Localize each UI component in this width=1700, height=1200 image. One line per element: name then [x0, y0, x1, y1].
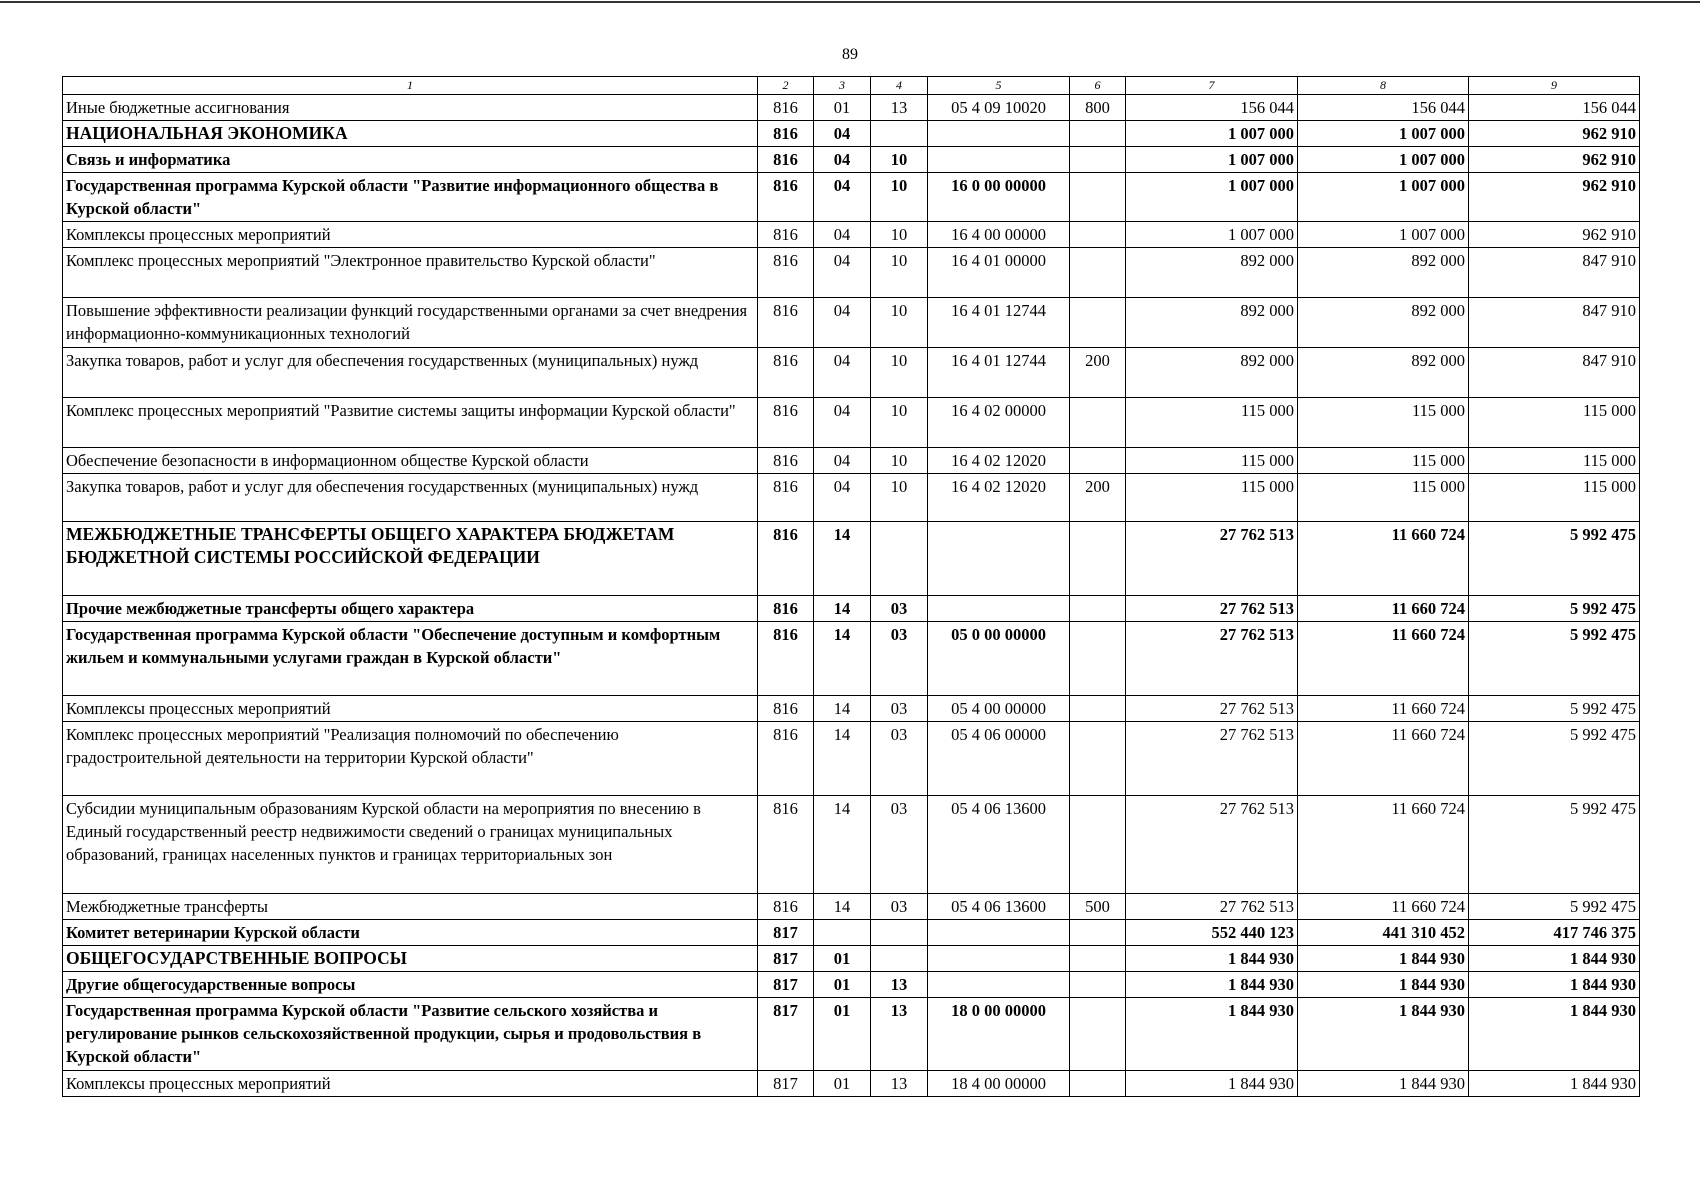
sum-year-3: 5 992 475 [1469, 722, 1640, 796]
sum-year-3: 1 844 930 [1469, 1071, 1640, 1097]
sum-year-1: 1 007 000 [1126, 222, 1298, 248]
csr-code: 18 0 00 00000 [928, 998, 1070, 1071]
gr-code: 816 [758, 474, 814, 522]
sum-year-1: 1 844 930 [1126, 946, 1298, 972]
table-row [63, 696, 1640, 722]
gr-code: 816 [758, 448, 814, 474]
sum-year-1: 27 762 513 [1126, 894, 1298, 920]
rz-code: 01 [814, 972, 871, 998]
csr-code: 16 4 02 12020 [928, 474, 1070, 522]
sum-year-2: 892 000 [1298, 348, 1469, 398]
table-row [63, 298, 1640, 348]
sum-year-1: 27 762 513 [1126, 722, 1298, 796]
table-row [63, 522, 1640, 596]
row-name: Государственная программа Курской области "Обеспечение доступным и комфортным жильем и коммунальными услугами граждан в Курской области" [63, 622, 758, 696]
gr-code: 816 [758, 95, 814, 121]
sum-year-1: 27 762 513 [1126, 522, 1298, 596]
rz-code: 04 [814, 298, 871, 348]
rz-code: 01 [814, 946, 871, 972]
sum-year-3: 5 992 475 [1469, 596, 1640, 622]
pr-code [871, 522, 928, 596]
row-name: Иные бюджетные ассигнования [63, 95, 758, 121]
sum-year-3: 1 844 930 [1469, 998, 1640, 1071]
gr-code: 817 [758, 972, 814, 998]
gr-code: 817 [758, 998, 814, 1071]
sum-year-3: 5 992 475 [1469, 696, 1640, 722]
column-number: 9 [1469, 77, 1640, 95]
vr-code [1070, 222, 1126, 248]
pr-code [871, 946, 928, 972]
csr-code: 16 0 00 00000 [928, 173, 1070, 222]
sum-year-2: 1 844 930 [1298, 998, 1469, 1071]
row-name: Комплекс процессных мероприятий "Электронное правительство Курской области" [63, 248, 758, 298]
vr-code [1070, 946, 1126, 972]
rz-code: 14 [814, 722, 871, 796]
pr-code: 10 [871, 474, 928, 522]
sum-year-2: 441 310 452 [1298, 920, 1469, 946]
sum-year-1: 115 000 [1126, 474, 1298, 522]
gr-code: 817 [758, 946, 814, 972]
row-name: Комплексы процессных мероприятий [63, 696, 758, 722]
vr-code [1070, 696, 1126, 722]
vr-code [1070, 998, 1126, 1071]
gr-code: 816 [758, 522, 814, 596]
column-number: 2 [758, 77, 814, 95]
row-name: Связь и информатика [63, 147, 758, 173]
table-row [63, 474, 1640, 522]
vr-code [1070, 796, 1126, 894]
csr-code: 05 4 09 10020 [928, 95, 1070, 121]
gr-code: 817 [758, 1071, 814, 1097]
rz-code: 14 [814, 622, 871, 696]
sum-year-3: 115 000 [1469, 474, 1640, 522]
gr-code: 816 [758, 722, 814, 796]
row-name: Комитет ветеринарии Курской области [63, 920, 758, 946]
csr-code: 05 4 06 00000 [928, 722, 1070, 796]
vr-code [1070, 522, 1126, 596]
column-number: 5 [928, 77, 1070, 95]
sum-year-1: 552 440 123 [1126, 920, 1298, 946]
table-row [63, 222, 1640, 248]
table-row [63, 95, 1640, 121]
table-row [63, 972, 1640, 998]
sum-year-3: 115 000 [1469, 448, 1640, 474]
pr-code: 03 [871, 894, 928, 920]
rz-code: 04 [814, 348, 871, 398]
table-row [63, 622, 1640, 696]
table-row [63, 147, 1640, 173]
sum-year-1: 27 762 513 [1126, 596, 1298, 622]
gr-code: 817 [758, 920, 814, 946]
sum-year-2: 892 000 [1298, 298, 1469, 348]
row-name: Прочие межбюджетные трансферты общего характера [63, 596, 758, 622]
csr-code: 16 4 02 12020 [928, 448, 1070, 474]
rz-code: 14 [814, 596, 871, 622]
rz-code: 04 [814, 147, 871, 173]
row-name: НАЦИОНАЛЬНАЯ ЭКОНОМИКА [63, 121, 758, 147]
table-row [63, 398, 1640, 448]
gr-code: 816 [758, 121, 814, 147]
pr-code: 13 [871, 95, 928, 121]
pr-code: 03 [871, 696, 928, 722]
vr-code [1070, 622, 1126, 696]
table-row [63, 1071, 1640, 1097]
sum-year-2: 892 000 [1298, 248, 1469, 298]
gr-code: 816 [758, 173, 814, 222]
pr-code: 10 [871, 398, 928, 448]
table-row [63, 448, 1640, 474]
csr-code [928, 972, 1070, 998]
row-name: Комплексы процессных мероприятий [63, 222, 758, 248]
rz-code: 04 [814, 448, 871, 474]
row-name: ОБЩЕГОСУДАРСТВЕННЫЕ ВОПРОСЫ [63, 946, 758, 972]
rz-code: 14 [814, 696, 871, 722]
sum-year-1: 27 762 513 [1126, 696, 1298, 722]
gr-code: 816 [758, 696, 814, 722]
csr-code: 16 4 00 00000 [928, 222, 1070, 248]
sum-year-1: 1 007 000 [1126, 147, 1298, 173]
csr-code [928, 147, 1070, 173]
table-row [63, 998, 1640, 1071]
gr-code: 816 [758, 248, 814, 298]
pr-code: 13 [871, 1071, 928, 1097]
rz-code: 14 [814, 522, 871, 596]
sum-year-2: 11 660 724 [1298, 596, 1469, 622]
sum-year-2: 115 000 [1298, 398, 1469, 448]
pr-code: 10 [871, 298, 928, 348]
sum-year-2: 156 044 [1298, 95, 1469, 121]
column-number: 1 [63, 77, 758, 95]
csr-code: 16 4 01 00000 [928, 248, 1070, 298]
csr-code: 16 4 01 12744 [928, 298, 1070, 348]
sum-year-3: 5 992 475 [1469, 522, 1640, 596]
row-name: Комплекс процессных мероприятий "Реализация полномочий по обеспечению градостроительной деятельности на территории Курской области" [63, 722, 758, 796]
column-number: 4 [871, 77, 928, 95]
rz-code: 04 [814, 173, 871, 222]
pr-code: 10 [871, 348, 928, 398]
sum-year-3: 1 844 930 [1469, 946, 1640, 972]
pr-code: 10 [871, 173, 928, 222]
vr-code [1070, 1071, 1126, 1097]
table-row [63, 946, 1640, 972]
sum-year-1: 1 844 930 [1126, 998, 1298, 1071]
csr-code: 05 4 06 13600 [928, 796, 1070, 894]
vr-code [1070, 596, 1126, 622]
sum-year-2: 11 660 724 [1298, 696, 1469, 722]
sum-year-3: 962 910 [1469, 173, 1640, 222]
rz-code: 14 [814, 894, 871, 920]
rz-code: 14 [814, 796, 871, 894]
vr-code [1070, 173, 1126, 222]
sum-year-1: 1 007 000 [1126, 173, 1298, 222]
sum-year-2: 1 844 930 [1298, 1071, 1469, 1097]
pr-code: 03 [871, 622, 928, 696]
table-row [63, 348, 1640, 398]
rz-code: 04 [814, 248, 871, 298]
table-row [63, 722, 1640, 796]
sum-year-2: 1 844 930 [1298, 972, 1469, 998]
vr-code [1070, 298, 1126, 348]
gr-code: 816 [758, 348, 814, 398]
rz-code [814, 920, 871, 946]
gr-code: 816 [758, 298, 814, 348]
table-row [63, 920, 1640, 946]
sum-year-2: 11 660 724 [1298, 622, 1469, 696]
csr-code [928, 596, 1070, 622]
sum-year-2: 1 007 000 [1298, 173, 1469, 222]
sum-year-1: 1 844 930 [1126, 1071, 1298, 1097]
csr-code: 16 4 01 12744 [928, 348, 1070, 398]
pr-code: 10 [871, 222, 928, 248]
row-name: Комплексы процессных мероприятий [63, 1071, 758, 1097]
csr-code [928, 522, 1070, 596]
vr-code [1070, 448, 1126, 474]
csr-code: 05 4 06 13600 [928, 894, 1070, 920]
gr-code: 816 [758, 596, 814, 622]
vr-code [1070, 147, 1126, 173]
sum-year-3: 847 910 [1469, 248, 1640, 298]
row-name: Государственная программа Курской области "Развитие сельского хозяйства и регулирование рынков сельскохозяйственной продукции, сырья и продовольствия в Курской области" [63, 998, 758, 1071]
csr-code [928, 920, 1070, 946]
row-name: Обеспечение безопасности в информационном обществе Курской области [63, 448, 758, 474]
sum-year-1: 1 844 930 [1126, 972, 1298, 998]
pr-code: 03 [871, 596, 928, 622]
csr-code: 16 4 02 00000 [928, 398, 1070, 448]
vr-code [1070, 398, 1126, 448]
rz-code: 04 [814, 121, 871, 147]
gr-code: 816 [758, 894, 814, 920]
row-name: Другие общегосударственные вопросы [63, 972, 758, 998]
sum-year-1: 115 000 [1126, 448, 1298, 474]
sum-year-1: 892 000 [1126, 348, 1298, 398]
rz-code: 01 [814, 998, 871, 1071]
pr-code: 10 [871, 248, 928, 298]
sum-year-3: 962 910 [1469, 222, 1640, 248]
sum-year-2: 1 007 000 [1298, 147, 1469, 173]
row-name: Государственная программа Курской области "Развитие информационного общества в Курской области" [63, 173, 758, 222]
rz-code: 04 [814, 398, 871, 448]
row-name: Закупка товаров, работ и услуг для обеспечения государственных (муниципальных) нужд [63, 348, 758, 398]
sum-year-3: 156 044 [1469, 95, 1640, 121]
sum-year-3: 115 000 [1469, 398, 1640, 448]
sum-year-3: 847 910 [1469, 348, 1640, 398]
pr-code [871, 920, 928, 946]
row-name: Комплекс процессных мероприятий "Развитие системы защиты информации Курской области" [63, 398, 758, 448]
page-number: 89 [842, 46, 858, 63]
gr-code: 816 [758, 398, 814, 448]
rz-code: 04 [814, 222, 871, 248]
column-number: 8 [1298, 77, 1469, 95]
sum-year-3: 1 844 930 [1469, 972, 1640, 998]
sum-year-1: 892 000 [1126, 298, 1298, 348]
sum-year-2: 115 000 [1298, 448, 1469, 474]
table-row [63, 796, 1640, 894]
vr-code [1070, 920, 1126, 946]
table-row [63, 121, 1640, 147]
gr-code: 816 [758, 147, 814, 173]
row-name: МЕЖБЮДЖЕТНЫЕ ТРАНСФЕРТЫ ОБЩЕГО ХАРАКТЕРА БЮДЖЕТАМ БЮДЖЕТНОЙ СИСТЕМЫ РОССИЙСКОЙ ФЕДЕРАЦИИ [63, 522, 758, 596]
sum-year-3: 962 910 [1469, 121, 1640, 147]
sum-year-3: 962 910 [1469, 147, 1640, 173]
sum-year-2: 11 660 724 [1298, 894, 1469, 920]
pr-code: 03 [871, 722, 928, 796]
sum-year-3: 417 746 375 [1469, 920, 1640, 946]
row-name: Субсидии муниципальным образованиям Курской области на мероприятия по внесению в Единый государственный реестр недвижимости сведений о границах муниципальных образований, границах населенных пунктов и границах территориальных зон [63, 796, 758, 894]
sum-year-2: 11 660 724 [1298, 722, 1469, 796]
vr-code: 500 [1070, 894, 1126, 920]
pr-code: 13 [871, 998, 928, 1071]
vr-code: 800 [1070, 95, 1126, 121]
csr-code: 05 0 00 00000 [928, 622, 1070, 696]
sum-year-3: 5 992 475 [1469, 796, 1640, 894]
sum-year-1: 1 007 000 [1126, 121, 1298, 147]
gr-code: 816 [758, 796, 814, 894]
table-row [63, 173, 1640, 222]
sum-year-1: 892 000 [1126, 248, 1298, 298]
vr-code: 200 [1070, 474, 1126, 522]
gr-code: 816 [758, 222, 814, 248]
csr-code [928, 121, 1070, 147]
vr-code [1070, 248, 1126, 298]
column-number-row [63, 77, 1640, 95]
rz-code: 01 [814, 1071, 871, 1097]
row-name: Закупка товаров, работ и услуг для обеспечения государственных (муниципальных) нужд [63, 474, 758, 522]
sum-year-3: 5 992 475 [1469, 622, 1640, 696]
sum-year-3: 5 992 475 [1469, 894, 1640, 920]
column-number: 7 [1126, 77, 1298, 95]
table-row [63, 248, 1640, 298]
pr-code [871, 121, 928, 147]
sum-year-1: 27 762 513 [1126, 622, 1298, 696]
sum-year-2: 11 660 724 [1298, 796, 1469, 894]
sum-year-1: 115 000 [1126, 398, 1298, 448]
rz-code: 04 [814, 474, 871, 522]
vr-code [1070, 121, 1126, 147]
pr-code: 03 [871, 796, 928, 894]
budget-table [62, 76, 1640, 1097]
csr-code [928, 946, 1070, 972]
sum-year-2: 1 007 000 [1298, 121, 1469, 147]
vr-code: 200 [1070, 348, 1126, 398]
pr-code: 13 [871, 972, 928, 998]
sum-year-1: 27 762 513 [1126, 796, 1298, 894]
row-name: Повышение эффективности реализации функций государственными органами за счет внедрения информационно-коммуникационных технологий [63, 298, 758, 348]
pr-code: 10 [871, 448, 928, 474]
sum-year-3: 847 910 [1469, 298, 1640, 348]
table-row [63, 894, 1640, 920]
sum-year-1: 156 044 [1126, 95, 1298, 121]
sum-year-2: 1 007 000 [1298, 222, 1469, 248]
column-number: 3 [814, 77, 871, 95]
gr-code: 816 [758, 622, 814, 696]
csr-code: 05 4 00 00000 [928, 696, 1070, 722]
sum-year-2: 11 660 724 [1298, 522, 1469, 596]
row-name: Межбюджетные трансферты [63, 894, 758, 920]
sum-year-2: 1 844 930 [1298, 946, 1469, 972]
vr-code [1070, 722, 1126, 796]
top-rule [0, 1, 1700, 3]
table-row [63, 596, 1640, 622]
sum-year-2: 115 000 [1298, 474, 1469, 522]
pr-code: 10 [871, 147, 928, 173]
column-number: 6 [1070, 77, 1126, 95]
csr-code: 18 4 00 00000 [928, 1071, 1070, 1097]
vr-code [1070, 972, 1126, 998]
rz-code: 01 [814, 95, 871, 121]
